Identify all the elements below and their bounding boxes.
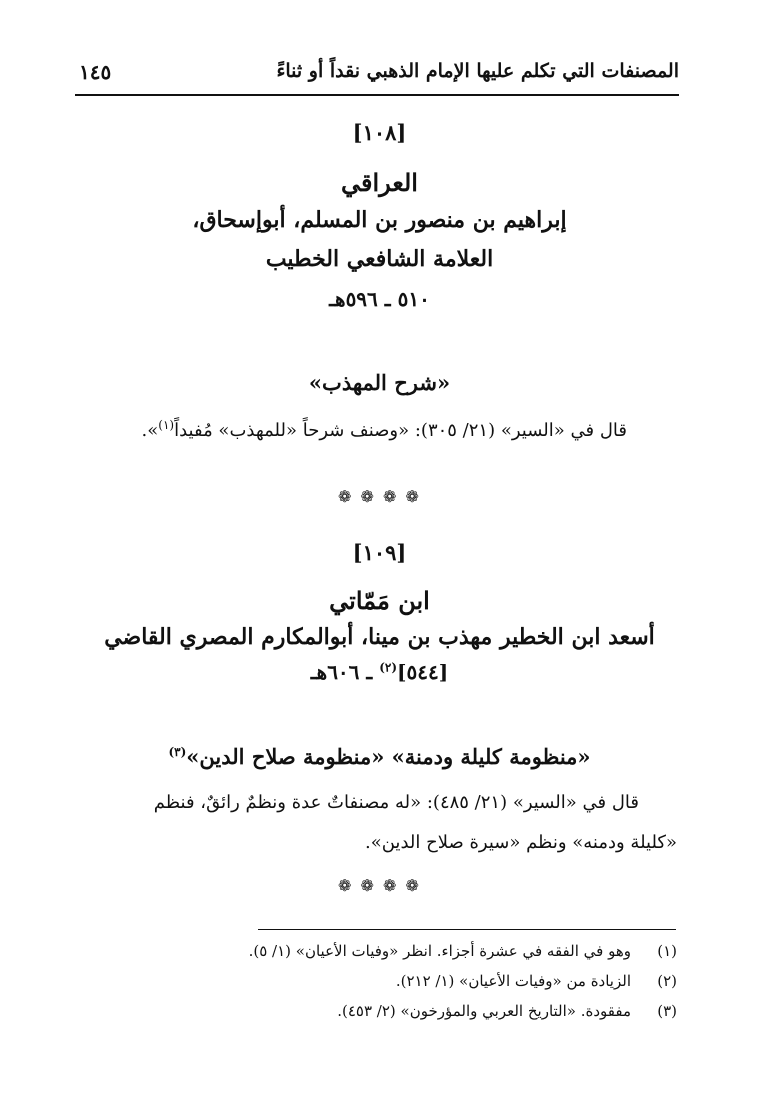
page-number: ١٤٥ [79, 60, 112, 84]
work-title-text: «منظومة كليلة ودمنة» «منظومة صلاح الدين» [186, 744, 591, 769]
entry-name: إبراهيم بن منصور بن المسلم، أبوإسحاق، [192, 207, 567, 233]
entry-dates [80, 660, 679, 684]
footnote-ref: (٣) [168, 745, 187, 759]
work-title [80, 744, 679, 769]
footnote-text: مفقودة. «التاريخ العربي والمؤرخون» (٢/ ٤٥٣). [337, 1002, 631, 1020]
footnote [80, 942, 677, 960]
footnote-rule [258, 929, 676, 930]
footnote-number: (١) [657, 942, 677, 960]
section-separator: ❁ ❁ ❁ ❁ [338, 487, 421, 506]
dates-start: [٥٤٤] [397, 660, 449, 684]
work-title: «شرح المهذب» [308, 370, 451, 395]
dates-end: ـ ٦٠٦هـ [310, 660, 380, 684]
footnote-text: وهو في الفقه في عشرة أجزاء. انظر «وفيات الأعيان» (١/ ٥). [248, 942, 631, 960]
entry-number: [١٠٨] [352, 120, 407, 145]
footnote [80, 972, 677, 990]
page-header [75, 58, 679, 96]
section-separator: ❁ ❁ ❁ ❁ [338, 876, 421, 895]
footnote-number: (٣) [657, 1002, 677, 1020]
quote-text: قال في «السير» (٢١/ ٣٠٥): «وصنف شرحاً «للمهذب» مُفيداً [174, 420, 627, 441]
quote-line-2: «كليلة ودمنه» ونظم «سيرة صلاح الدين». [365, 832, 677, 853]
entry-nisba: ابن مَمّاتي [329, 586, 430, 615]
running-title: المصنفات التي تكلم عليها الإمام الذهبي نقداً أو ثناءً [276, 60, 679, 82]
footnote-text: الزيادة من «وفيات الأعيان» (١/ ٢١٢). [395, 972, 631, 990]
quote-line-1: قال في «السير» (٢١/ ٤٨٥): «له مصنفاتٌ عدة ونظمٌ رائقٌ، فنظم [153, 792, 639, 813]
entry-number: [١٠٩] [352, 540, 407, 565]
quote-end: ». [141, 420, 159, 441]
footnote-number: (٢) [657, 972, 677, 990]
footnote [80, 1002, 677, 1020]
entry-dates: ٥١٠ ـ ٥٩٦هـ [329, 287, 430, 311]
quote-paragraph [142, 418, 627, 441]
footnote-ref: (٢) [379, 660, 398, 675]
entry-nisba: العراقي [341, 168, 418, 197]
entry-name: أسعد ابن الخطير مهذب بن مينا، أبوالمكارم المصري القاضي [104, 624, 655, 650]
entry-title: العلامة الشافعي الخطيب [265, 246, 494, 272]
footnote-ref: (١) [158, 418, 175, 432]
